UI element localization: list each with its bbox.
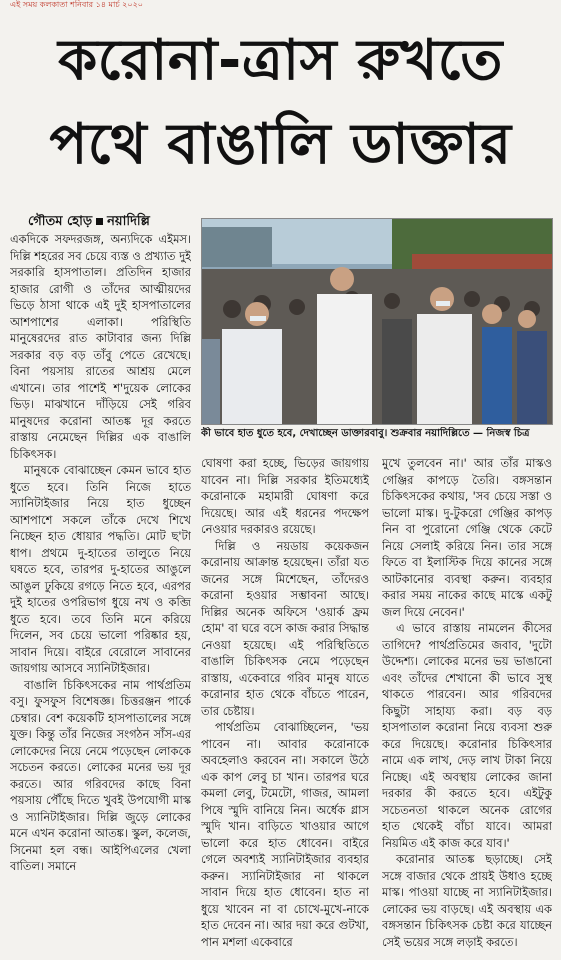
paragraph: বাঙালি চিকিৎসকের নাম পার্থপ্রতিম বসু। ফুসফুস বিশেষজ্ঞ। চিত্তরঞ্জন পার্কে চেম্বার। বেশ কয়েকটি হাসপাতালের সঙ্গে যুক্ত। কিন্তু তাঁর নিজের সংগঠন সাঁস-এর লোকেদের নিয়ে নেমে পড়েছেন লোককে সচেতন করতে। লোকের মনের ভয় দূর করতে। আর গরিবদের কাছে বিনা পয়সায় পৌঁছে দিতে খুবই উপযোগী মাস্ক ও স্যানিটাইজার। দিল্লি জুড়ে লোকের মনে এখন করোনা আতঙ্ক। স্কুল, কলেজ, সিনেমা হল বন্ধ। আইপিএলের খেলা বাতিল। সমানে (10, 677, 191, 873)
headline-line-2: পথে বাঙালি ডাক্তার (49, 112, 512, 177)
square-bullet-icon (96, 218, 103, 225)
paragraph: এ ভাবে রাস্তায় নামলেন কীসের তাগিদে? পার্থপ্রতিমের জবাব, 'দুটো উদ্দেশ্য। লোকের মনের ভয় ভাঙানো এবং তাঁদের শেখানো কী ভাবে সুস্থ থাকতে পারবেন। আর গরিবদের কিছুটা সাহায্য করা। বড় বড় হাসপাতাল করোনা নিয়ে ব্যবসা শুরু করে দিয়েছে। করোনার চিকিৎসার নামে এক লাখ, দেড় লাখ টাকা নিয়ে নিচ্ছে। এই অবস্থায় লোকের জানা দরকার কী করতে হবে। এইটুকু সচেতনতা থাকলে অনেক রোগের হাত থেকেই বাঁচা যাবে। আমরা নিয়মিত এই কাজ করে যাব।' (382, 621, 552, 850)
paragraph: পার্থপ্রতিম বোঝাচ্ছিলেন, 'ভয় পাবেন না। আবার করোনাকে অবহেলাও করবেন না। সকালে উঠে এক কাপ লেবু চা খান। তারপর ঘরে কমলা লেবু, টমেটো, গাজর, আমলা পিষে স্মুদি বানিয়ে নিন। অর্ধেক গ্লাস স্মুদি খান। বাড়িতে খাওয়ার আগে ভালো করে হাত ধোবেন। বাইরে গেলে অবশ্যই স্যানিটাইজার ব্যবহার করুন। স্যানিটাইজার না থাকলে সাবান দিয়ে হাত ধোবেন। হাত না ধুয়ে খাবেন না বা চোখে-মুখে-নাকে হাত দেবেন না। আর দয়া করে গুটখা, পান মশলা একেবারে (201, 720, 369, 949)
paragraph: দিল্লি ও নয়ডায় কয়েকজন করোনায় আক্রান্ত হয়েছেন। তাঁরা যত জনের সঙ্গে মিশেছেন, তাঁদেরও করোনা হওয়ার সম্ভাবনা আছে। দিল্লির অনেক অফিসে 'ওয়ার্ক ফ্রম হোম' বা ঘরে বসে কাজ করার সিদ্ধান্ত নেওয়া হয়েছে। এই পরিস্থিতিতে বাঙালি চিকিৎসক নেমে পড়েছেন রাস্তায়, একেবারে গরিব মানুষ যাতে করোনার হাত থেকে বাঁচতে পারেন, তার চেষ্টায়। (201, 538, 369, 718)
byline-author: গৌতম হোড় (28, 214, 93, 229)
byline (28, 212, 150, 233)
header-strip: এই সময় কলকাতা শনিবার ১৪ মার্চ ২০২০ (10, 0, 143, 9)
news-photo (201, 218, 553, 425)
headline-line-1: করোনা-ত্রাস রুখতে (58, 28, 503, 93)
article-column-1 (10, 231, 191, 956)
paragraph: মানুষকে বোঝাচ্ছেন কেমন ভাবে হাত ধুতে হবে। তিনি নিজে হাতে স্যানিটাইজার নিয়ে হাত ধুচ্ছেন আশপাশে সকলে তাঁকে দেখে শিখে নিচ্ছেন হাত ধোয়ার পদ্ধতি। মোট ছ'টা ধাপ। প্রথমে দু-হাতের তালুতে নিয়ে ঘষতে হবে, তারপর দু-হাতের আঙুলে আঙুল ঢুকিয়ে রগড়ে নিতে হবে, এরপর দুই হাতের ওপরিভাগ ধুয়ে নখ ও কব্জি ধুতে হবে। তবে তিনি মনে করিয়ে দিলেন, সব চেয়ে ভালো পরিষ্কার হয়, সাবান দিয়ে। বাইরে বেরোলে সাবানের জায়গায় আসবে স্যানিটাইজার। (10, 463, 191, 675)
photo-caption: কী ভাবে হাত ধুতে হবে, দেখাচ্ছেন ডাক্তারবাবু। শুক্রবার নয়াদিল্লিতে — নিজস্ব চিত্র (201, 428, 530, 439)
paragraph: একদিকে সফদরজঙ্গ, অন্যদিকে এইমস। দিল্লি শহরের সব চেয়ে ব্যস্ত ও প্রখ্যাত দুই সরকারি হাসপাতাল। প্রতিদিন হাজার হাজার রোগী ও তাঁদের আত্মীয়দের ভিড়ে ঠাসা থাকে এই দুই হাসপাতালের আশপাশের এলাকা। পরিস্থিতি মানুষেরদের রাত কাটাবার জন্য দিল্লি সরকার বড় বড় তাঁবু পেতে রেখেছে। বিনা পয়সায় রাতের আশ্রয় মেলে এখানে। তার পাশেই শ'দুয়েক লোকের ভিড়। মাঝখানে দাঁড়িয়ে সেই গরিব মানুষদের করোনা আতঙ্ক দূর করতে রাস্তায় নেমেছেন দিল্লির এক বাঙালি চিকিৎসক। (10, 232, 191, 461)
article-column-3 (382, 455, 552, 955)
paragraph: মুখে তুলবেন না।' আর তাঁর মাস্কও গেঞ্জির কাপড়ে তৈরি। বঙ্গসন্তান চিকিৎসকের কথায়, 'সব চেয়ে সস্তা ও ভালো মাস্ক। দু-টুকরো গেঞ্জির কাপড় নিন বা পুরোনো গেঞ্জি থেকে কেটে নিয়ে সেলাই করিয়ে নিন। তার সঙ্গে ফিতে বা ইলাস্টিক দিয়ে কানের সঙ্গে আটকানোর ব্যবস্থা করুন। ব্যবহার করার সময় নাকের কাছে মাস্কে একটু জল দিয়ে নেবেন।' (382, 456, 552, 619)
byline-place: নয়াদিল্লি (107, 214, 150, 229)
paragraph: ঘোষণা করা হচ্ছে, ভিড়ের জায়গায় যাবেন না। দিল্লি সরকার ইতিমধ্যেই করোনাকে মহামারী ঘোষণা করে দিয়েছে। আর এই ধরনের পদক্ষেপ নেওয়ার দরকারও রয়েছে। (201, 456, 369, 536)
paragraph: করোনার আতঙ্ক ছড়াচ্ছে। সেই সঙ্গে বাজার থেকে প্রায়ই উধাও হচ্ছে মাস্ক। পাওয়া যাচ্ছে না স্যানিটাইজার। লোকের ভয় বাড়ছে। এই অবস্থায় এক বঙ্গসন্তান চিকিৎসক চেষ্টা করে যাচ্ছেন সেই ভয়ের সঙ্গে লড়াই করতে। (382, 852, 552, 949)
article-column-2 (201, 455, 369, 955)
